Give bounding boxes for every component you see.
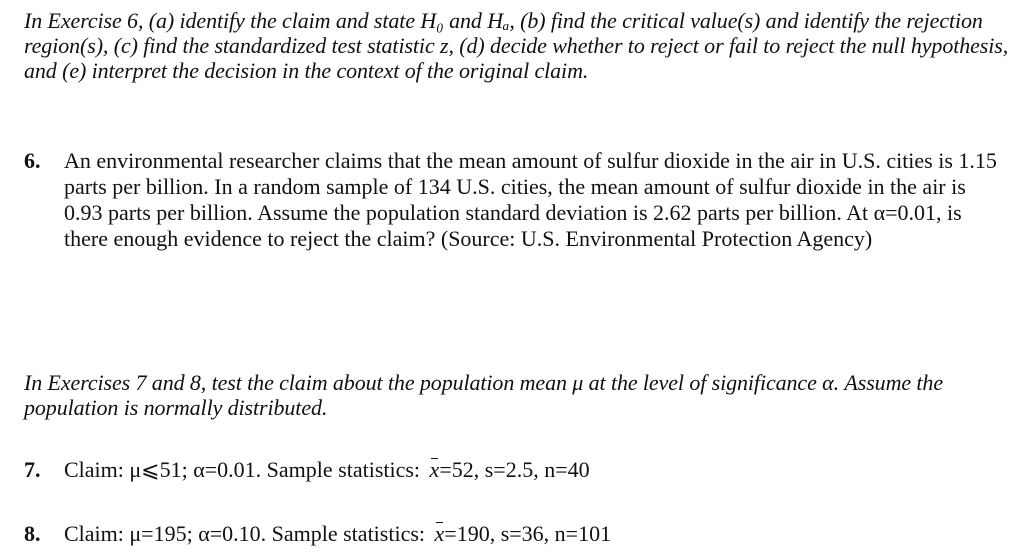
problem-8-text bbox=[64, 521, 1009, 547]
problem-8-xbar-symbol: x bbox=[434, 521, 445, 546]
problem-8-claim: Claim: μ=195; α=0.10. Sample statistics: bbox=[64, 521, 426, 546]
exercises-7-8-instructions: In Exercises 7 and 8, test the claim about the population mean μ at the level of significance α. Assume the population is normally distributed. bbox=[24, 370, 943, 420]
problem-6-text: An environmental researcher claims that the mean amount of sulfur dioxide in the air in U.S. cities is 1.15 parts per billion. In a random sample of 134 U.S. cities, the mean amount of sulfur dioxide in the air is 0.93 parts per billion. Assume the population standard deviation is 2.62 parts per billion. At α=0.01, is there enough evidence to reject the claim? (Source: U.S. Environmental Protection Agency) bbox=[64, 148, 997, 251]
problem-7-xbar-symbol: x bbox=[429, 457, 440, 482]
problem-8-other-stats: , s=36, n=101 bbox=[489, 521, 612, 546]
problem-7-text bbox=[64, 457, 1009, 483]
problem-8-number: 8. bbox=[24, 521, 41, 546]
problem-8-xbar-value: =190 bbox=[444, 521, 490, 546]
problem-6-number: 6. bbox=[24, 148, 41, 173]
problem-7-xbar-value: =52 bbox=[439, 457, 474, 482]
problem-7-other-stats: , s=2.5, n=40 bbox=[473, 457, 590, 482]
problem-7-number: 7. bbox=[24, 457, 41, 482]
exercise-6-instructions: In Exercise 6, (a) identify the claim and state H₀ and Hₐ, (b) find the critical value(s) and identify the rejection region(s), (c) find the standardized test statistic z, (d) decide whether to reject or fail to reject the null hypothesis, and (e) interpret the decision in the context of the original claim. bbox=[24, 8, 1009, 83]
problem-7-claim: Claim: μ⩽51; α=0.01. Sample statistics: bbox=[64, 457, 421, 482]
